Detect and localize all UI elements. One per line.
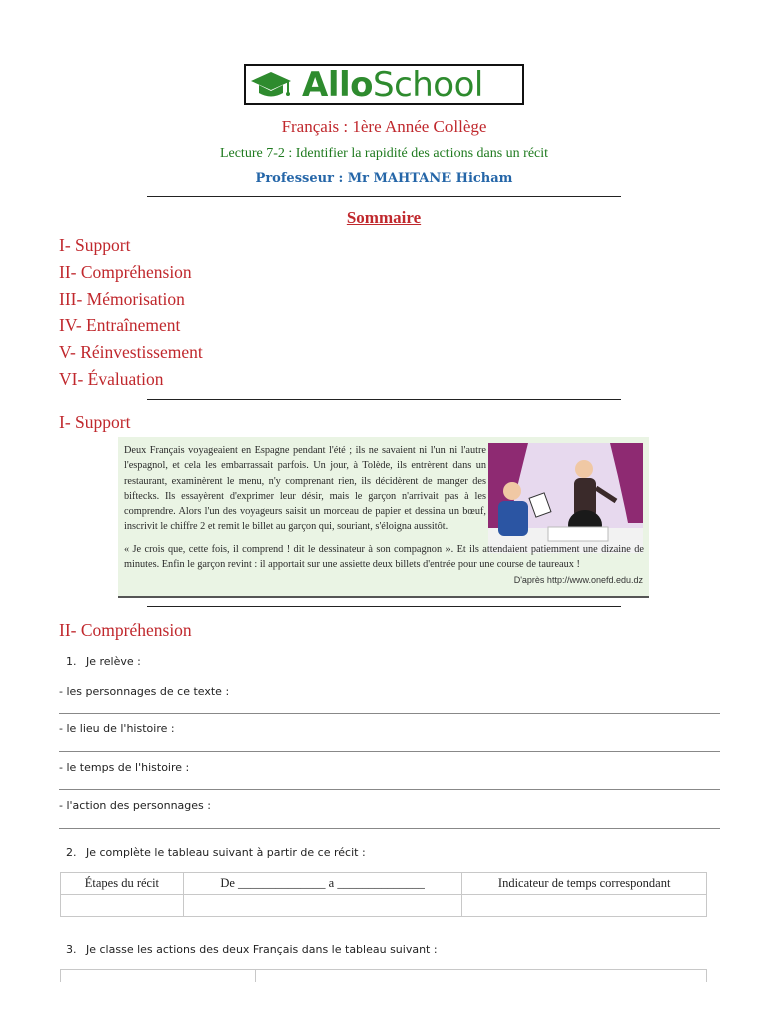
toc-item-entrainement[interactable]: IV- Entraînement	[59, 315, 181, 335]
table-header-de-a: De ______________ a ______________	[183, 873, 462, 895]
section-title-support: I- Support	[59, 412, 131, 432]
support-source: D'après http://www.onefd.edu.dz	[513, 575, 643, 585]
answer-line-action[interactable]	[59, 828, 720, 829]
graduation-cap-icon	[250, 69, 292, 101]
table-cell[interactable]	[61, 970, 256, 982]
answer-line-lieu[interactable]	[59, 751, 720, 752]
sommaire-title: Sommaire	[346, 208, 422, 227]
toc-item-evaluation[interactable]: VI- Évaluation	[59, 369, 164, 389]
divider	[147, 399, 621, 400]
teacher-name: Professeur : Mr MAHTANE Hicham	[255, 171, 513, 186]
table-cell[interactable]	[61, 895, 184, 917]
support-text-bottom: « Je crois que, cette fois, il comprend ! dit le dessinateur à son compagnon ». Et ils attendaient patiemment une dizaine de minutes. Enfin le garçon revint : il apportait sur une assiette deux billets d'entrée pour une course de taureaux !	[124, 544, 644, 571]
field-lieu-label: - le lieu de l'histoire :	[59, 722, 175, 735]
logo-text: AlloSchool	[302, 64, 483, 105]
support-text-box	[118, 437, 649, 598]
answer-line-personnages[interactable]	[59, 713, 720, 714]
table-cell[interactable]	[255, 970, 706, 982]
answer-line-temps[interactable]	[59, 789, 720, 790]
field-action-label: - l'action des personnages :	[59, 799, 211, 812]
toc-item-reinvestissement[interactable]: V- Réinvestissement	[59, 342, 203, 362]
divider	[147, 196, 621, 197]
support-text-top: Deux Français voyageaient en Espagne pendant l'été ; ils ne savaient ni l'un ni l'autre l'espagnol, et cela les embarrassait parfois. Un jour, à Tolède, ils entrèrent dans un restaurant, examinèrent le menu, n'y comprenant rien, ils décidèrent de manger des biftecks. Ils essayèrent d'exprimer leur désir, mais le garçon n'arrivait pas à les comprendre. Alors l'un des voyageurs saisit un morceau de papier et dessina un bœuf, inscrivit le chiffre 2 et remit le billet au garçon qui, souriant, s'éloigna aussitôt.	[124, 445, 486, 533]
table-cell[interactable]	[183, 895, 462, 917]
restaurant-illustration	[488, 443, 643, 553]
course-title: Français : 1ère Année Collège	[281, 117, 487, 136]
question-1: 1. Je relève :	[66, 655, 141, 668]
table-header-indicateur: Indicateur de temps correspondant	[462, 873, 707, 895]
toc-item-memorisation[interactable]: III- Mémorisation	[59, 289, 185, 309]
toc-item-comprehension[interactable]: II- Compréhension	[59, 262, 192, 282]
alloschool-logo	[244, 64, 524, 105]
toc-item-support[interactable]: I- Support	[59, 235, 131, 255]
section-title-comprehension: II- Compréhension	[59, 620, 192, 640]
question-2: 2. Je complète le tableau suivant à partir de ce récit :	[66, 846, 366, 859]
field-personnages-label: - les personnages de ce texte :	[59, 685, 230, 698]
table-header-etapes: Étapes du récit	[61, 873, 184, 895]
field-temps-label: - le temps de l'histoire :	[59, 761, 190, 774]
question-3: 3. Je classe les actions des deux Français dans le tableau suivant :	[66, 943, 438, 956]
table-actions	[60, 969, 707, 982]
table-cell[interactable]	[462, 895, 707, 917]
table-etapes	[60, 872, 707, 917]
divider	[147, 606, 621, 607]
lesson-title: Lecture 7-2 : Identifier la rapidité des actions dans un récit	[219, 146, 549, 161]
